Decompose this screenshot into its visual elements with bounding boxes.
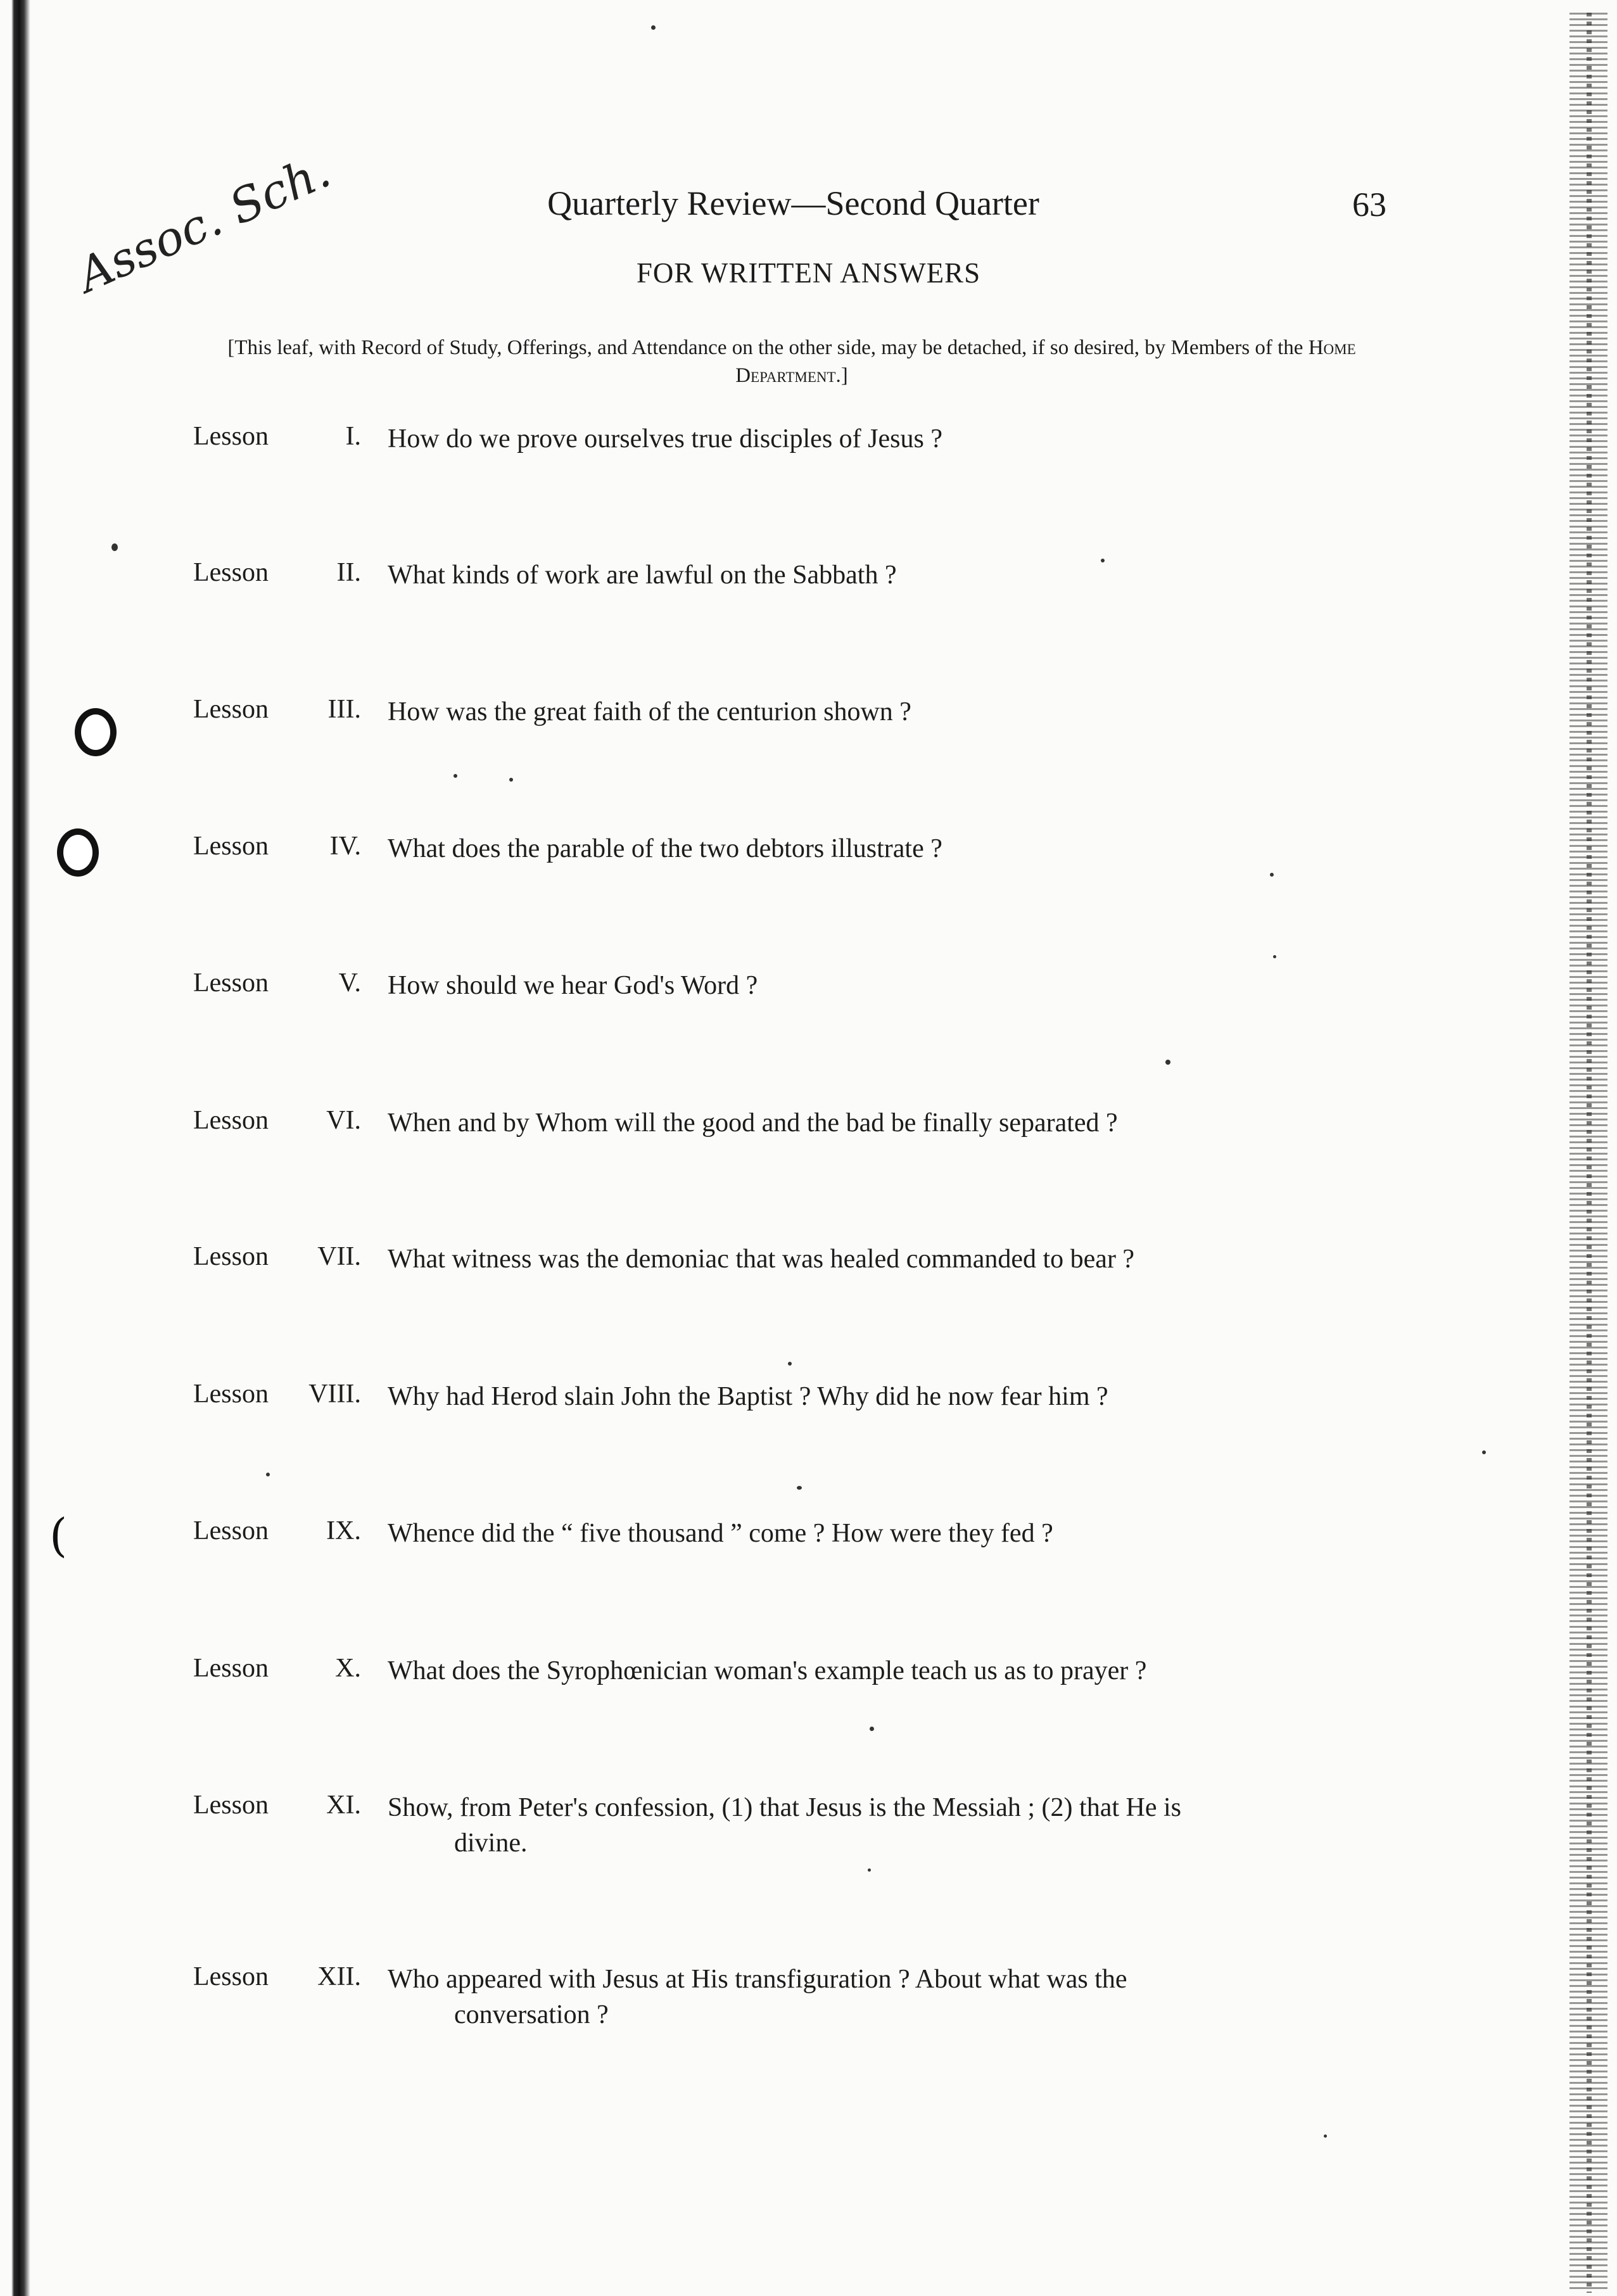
lesson-numeral: XI. — [326, 1791, 361, 1820]
lesson-question — [388, 694, 1392, 730]
lesson-question-continuation: divine. — [454, 1829, 528, 1858]
lesson-label: Lesson — [193, 1791, 269, 1820]
speck — [1482, 1450, 1486, 1454]
lesson-question-text: How was the great faith of the centurion shown ? — [388, 697, 911, 726]
lesson-label: Lesson — [193, 1516, 269, 1545]
detach-note-department: Home Department — [735, 336, 1356, 387]
speck — [651, 25, 656, 30]
lesson-question-text: Show, from Peter's confession, (1) that Jesus is the Messiah ; (2) that He is — [388, 1793, 1181, 1822]
lesson-numeral: XII. — [317, 1962, 361, 1991]
lesson-numeral: III. — [327, 695, 361, 724]
lesson-question — [388, 1105, 1392, 1141]
lesson-question-continuation: conversation ? — [454, 2000, 609, 2029]
lesson-question — [388, 421, 1392, 457]
page-title: Quarterly Review—Second Quarter — [547, 184, 1039, 222]
speck — [868, 1868, 871, 1872]
lesson-question — [388, 1516, 1392, 1551]
lesson-item — [0, 694, 1617, 770]
lesson-item — [0, 1379, 1617, 1455]
lesson-label: Lesson — [193, 1962, 269, 1991]
speck — [1273, 955, 1276, 958]
lesson-question-text: When and by Whom will the good and the bad be finally separated ? — [388, 1108, 1118, 1138]
lesson-question-text: Who appeared with Jesus at His transfiguration ? About what was the — [388, 1965, 1127, 1994]
lesson-question — [388, 831, 1392, 866]
section-title: FOR WRITTEN ANSWERS — [636, 257, 981, 289]
lesson-question — [388, 1241, 1392, 1277]
lesson-numeral: IX. — [326, 1516, 361, 1545]
lesson-label: Lesson — [193, 695, 269, 724]
lesson-numeral: IV. — [329, 832, 361, 861]
lesson-label: Lesson — [193, 422, 269, 451]
detach-note-text: [This leaf, with Record of Study, Offerings, and Attendance on the other side, may be detached, if so desired, by Members of the — [227, 336, 1309, 359]
lesson-label: Lesson — [193, 1654, 269, 1683]
lesson-question — [388, 1653, 1392, 1689]
lesson-numeral: V. — [338, 968, 361, 998]
lesson-question — [388, 557, 1392, 593]
lesson-question-text: Why had Herod slain John the Baptist ? Why did he now fear him ? — [388, 1382, 1108, 1411]
page-number: 63 — [1352, 186, 1386, 224]
speck — [1165, 1060, 1170, 1065]
speck — [266, 1473, 270, 1476]
lesson-label: Lesson — [193, 1106, 269, 1135]
lesson-question — [388, 1790, 1392, 1861]
lesson-numeral: X. — [335, 1654, 361, 1683]
lesson-question-text: Whence did the “ five thousand ” come ? How were they fed ? — [388, 1519, 1053, 1548]
speck — [111, 543, 118, 551]
speck — [1270, 873, 1274, 877]
speck — [870, 1727, 874, 1731]
lesson-item — [0, 1105, 1617, 1181]
lesson-question-text: How do we prove ourselves true disciples of Jesus ? — [388, 424, 942, 453]
lesson-item — [0, 1962, 1617, 2038]
detach-note — [190, 334, 1393, 390]
lesson-label: Lesson — [193, 1380, 269, 1409]
handwritten-annotation: Assoc. Sch. — [70, 143, 338, 303]
lesson-question-text: What does the parable of the two debtors illustrate ? — [388, 834, 942, 863]
speck — [1324, 2134, 1327, 2138]
lesson-item — [0, 1790, 1617, 1866]
lesson-label: Lesson — [193, 968, 269, 998]
punch-hole — [57, 828, 99, 877]
lesson-item — [0, 968, 1617, 1044]
lesson-label: Lesson — [193, 832, 269, 861]
lesson-numeral: I. — [345, 422, 361, 451]
speck — [788, 1362, 792, 1366]
lesson-item — [0, 1241, 1617, 1317]
lesson-numeral: VI. — [326, 1106, 361, 1135]
speck — [509, 778, 513, 782]
lesson-label: Lesson — [193, 558, 269, 587]
lesson-question — [388, 968, 1392, 1003]
lesson-item — [0, 421, 1617, 497]
lesson-question-text: What kinds of work are lawful on the Sabbath ? — [388, 561, 897, 590]
lesson-question-text: What does the Syrophœnician woman's example teach us as to prayer ? — [388, 1656, 1147, 1685]
lesson-numeral: II. — [336, 558, 361, 587]
binding-mark: ( — [49, 1509, 68, 1562]
lesson-question-text: How should we hear God's Word ? — [388, 971, 758, 1000]
punch-hole — [75, 708, 117, 756]
lesson-item — [0, 557, 1617, 633]
speck — [797, 1486, 802, 1490]
lesson-question — [388, 1962, 1392, 2033]
lesson-label: Lesson — [193, 1242, 269, 1271]
lesson-numeral: VII. — [317, 1242, 361, 1271]
lesson-item — [0, 831, 1617, 907]
detach-note-end: .] — [835, 364, 848, 387]
speck — [453, 774, 457, 778]
lesson-item — [0, 1516, 1617, 1592]
speck — [1101, 559, 1105, 562]
lesson-question — [388, 1379, 1392, 1414]
lesson-question-text: What witness was the demoniac that was healed commanded to bear ? — [388, 1245, 1135, 1274]
lesson-numeral: VIII. — [308, 1380, 361, 1409]
lesson-item — [0, 1653, 1617, 1729]
